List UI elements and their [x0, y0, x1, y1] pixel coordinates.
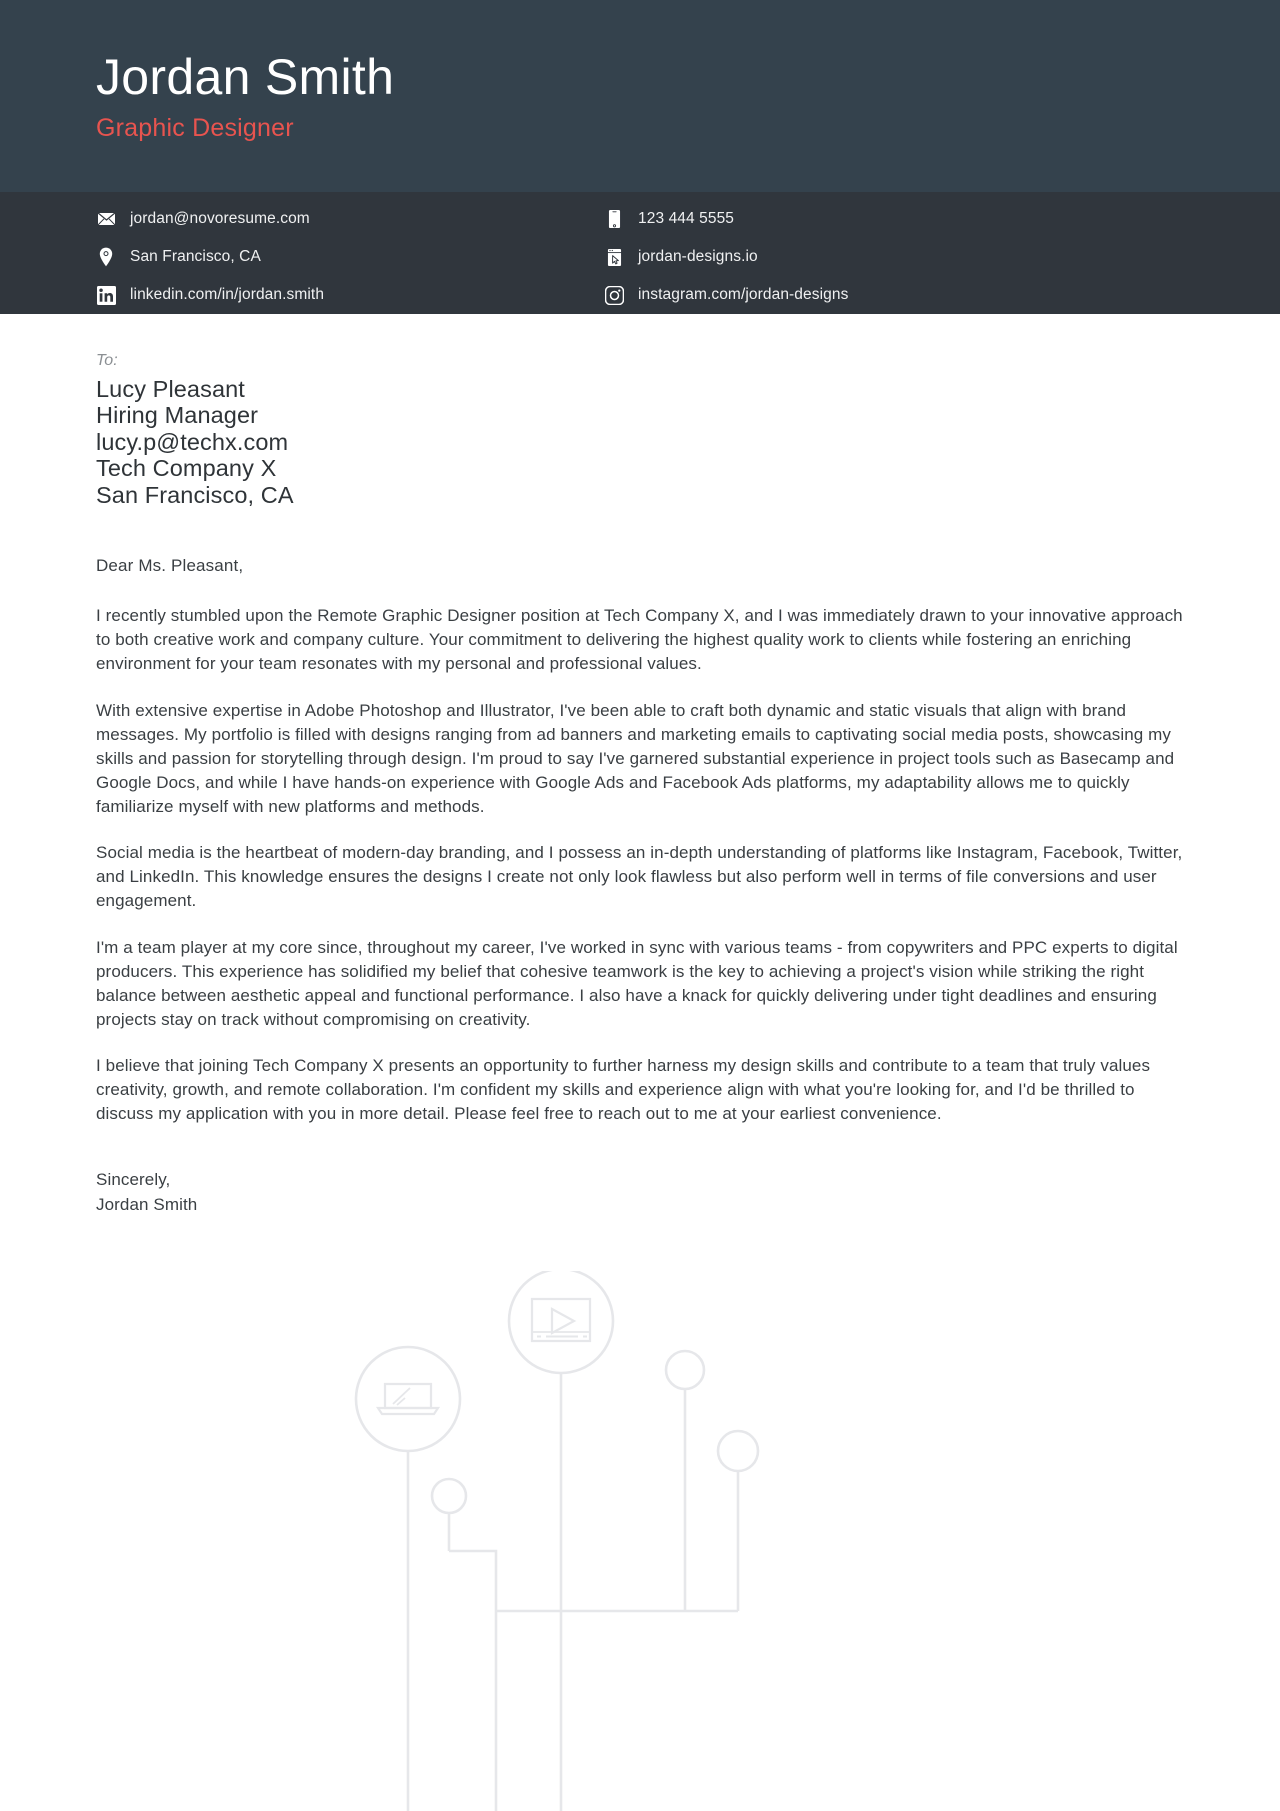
- laptop-circle-icon: [356, 1347, 460, 1451]
- instagram-icon: [604, 285, 624, 305]
- contact-phone-text: 123 444 5555: [638, 210, 735, 227]
- recipient-line: lucy.p@techx.com: [96, 428, 289, 455]
- letter-body: [0, 314, 1280, 1217]
- location-pin-icon: [96, 247, 116, 267]
- contact-email[interactable]: [96, 208, 596, 230]
- contact-column-right: [596, 208, 1184, 314]
- contact-band: [0, 192, 1280, 314]
- recipient-line: Hiring Manager: [96, 402, 259, 429]
- letter-paragraph: I recently stumbled upon the Remote Graphic Designer position at Tech Company X, and I was immediately drawn to your innovative approach to both creative work and company culture. Your commitment to delivering the highest quality work to clients while fostering an enriching environment for your team resonates with my personal and professional values.: [96, 606, 1183, 674]
- mobile-phone-icon: [604, 209, 624, 229]
- applicant-name: Jordan Smith: [96, 48, 395, 105]
- linkedin-icon: [96, 285, 116, 305]
- letter-paragraphs: [96, 604, 1184, 1126]
- contact-instagram[interactable]: [604, 284, 1184, 306]
- applicant-job-title: Graphic Designer: [96, 113, 294, 142]
- contact-linkedin[interactable]: [96, 284, 596, 306]
- signoff-block: [96, 1168, 1184, 1216]
- closing-text: Sincerely,: [96, 1170, 171, 1190]
- footer-circuit-decoration: [0, 1271, 1280, 1811]
- to-label: To:: [96, 352, 118, 369]
- contact-phone[interactable]: [604, 208, 1184, 230]
- contact-location: [96, 246, 596, 268]
- contact-column-left: [96, 208, 596, 314]
- contact-website-text: jordan-designs.io: [638, 248, 758, 265]
- letter-paragraph: I'm a team player at my core since, throughout my career, I've worked in sync with various teams - from copywriters and PPC experts to digital producers. This experience has solidified my belief that cohesive teamwork is the key to achieving a project's vision while striking the right balance between aesthetic appeal and functional performance. I also have a knack for quickly delivering under tight deadlines and ensuring projects stay on track without compromising on creativity.: [96, 937, 1178, 1029]
- contact-email-text: jordan@novoresume.com: [130, 210, 310, 227]
- letter-paragraph: With extensive expertise in Adobe Photoshop and Illustrator, I've been able to craft both dynamic and static visuals that align with brand messages. My portfolio is filled with designs ranging from ad banners and marketing emails to captivating social media posts, showcasing my skills and passion for storytelling through design. I'm proud to say I've garnered substantial experience in project tools such as Basecamp and Google Docs, and while I have hands-on experience with Google Ads and Facebook Ads platforms, my adaptability allows me to quickly familiarize myself with new platforms and methods.: [96, 700, 1175, 817]
- contact-instagram-text: instagram.com/jordan-designs: [638, 286, 849, 303]
- contact-linkedin-text: linkedin.com/in/jordan.smith: [130, 286, 325, 303]
- browser-window-icon: [604, 247, 624, 267]
- contact-website[interactable]: [604, 246, 1184, 268]
- recipient-line: Lucy Pleasant: [96, 376, 245, 402]
- recipient-block: [96, 376, 1184, 508]
- envelope-icon: [96, 209, 116, 229]
- header-banner: [0, 0, 1280, 192]
- salutation: Dear Ms. Pleasant,: [96, 556, 244, 576]
- recipient-line: Tech Company X: [96, 455, 277, 482]
- video-player-circle-icon: [509, 1271, 613, 1373]
- letter-paragraph: Social media is the heartbeat of modern-day branding, and I possess an in-depth understanding of platforms like Instagram, Facebook, Twitter, and LinkedIn. This knowledge ensures the designs I create not only look flawless but also perform well in terms of file conversions and user engagement.: [96, 843, 1183, 911]
- signature-name: Jordan Smith: [96, 1194, 198, 1214]
- recipient-line: San Francisco, CA: [96, 481, 294, 508]
- contact-location-text: San Francisco, CA: [130, 248, 261, 265]
- letter-paragraph: I believe that joining Tech Company X presents an opportunity to further harness my design skills and contribute to a team that truly values creativity, growth, and remote collaboration. I'm confident my skills and experience align with what you're looking for, and I'd be thrilled to discuss my application with you in more detail. Please feel free to reach out to me at your earliest convenience.: [96, 1056, 1151, 1124]
